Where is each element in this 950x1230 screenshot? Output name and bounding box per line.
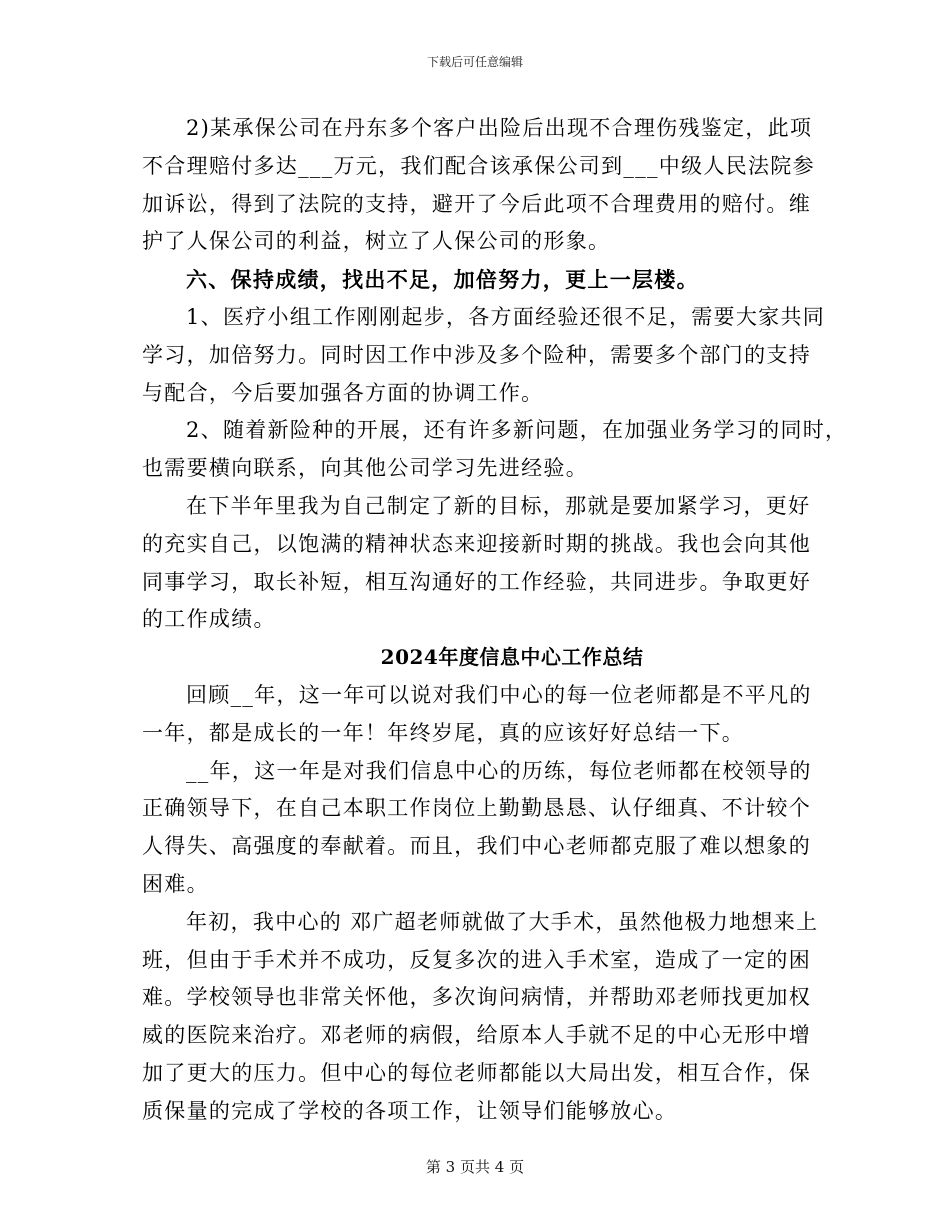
text-line: 与配合，今后要加强各方面的协调工作。 (142, 380, 544, 405)
text-line: 护了人保公司的利益，树立了人保公司的形象。 (142, 229, 611, 254)
text-line: 年初，我中心的 邓广超老师就做了大手术，虽然他极力地想来上 (186, 909, 819, 934)
paragraph-second-half-goals (142, 488, 822, 639)
paragraph-insurance-appraisal (142, 110, 822, 261)
text-line: 也需要横向联系，向其他公司学习先进经验。 (142, 456, 588, 481)
text-line: 加诉讼，得到了法院的支持，避开了今后此项不合理费用的赔付。维 (142, 191, 811, 216)
text-line: 质保量的完成了学校的各项工作，让领导们能够放心。 (142, 1098, 678, 1123)
text-line: 难。学校领导也非常关怀他，多次询问病情，并帮助邓老师找更加权 (142, 985, 811, 1010)
text-line: 不合理赔付多达___万元，我们配合该承保公司到___中级人民法院参 (142, 153, 815, 178)
document-body (142, 110, 848, 1131)
paragraph-training (142, 753, 822, 904)
text-line: 2、随着新险种的开展，还有许多新问题，在加强业务学习的同时， (186, 418, 848, 443)
page-footer: 第 3 页共 4 页 (425, 1158, 525, 1176)
text-line: 正确领导下，在自己本职工作岗位上勤勤恳恳、认仔细真、不计较个 (142, 796, 811, 821)
text-line: 加了更大的压力。但中心的每位老师都能以大局出发，相互合作，保 (142, 1060, 811, 1085)
paragraph-item-2 (142, 412, 848, 488)
text-line: 威的医院来治疗。邓老师的病假，给原本人手就不足的中心无形中增 (142, 1023, 811, 1048)
document-title (142, 639, 822, 677)
page-title: 2024年度信息中心工作总结 (380, 645, 644, 670)
text-line: 2)某承保公司在丹东多个客户出险后出现不合理伤残鉴定，此项 (186, 116, 813, 140)
text-line: 的充实自己，以饱满的精神状态来迎接新时期的挑战。我也会向其他 (142, 531, 811, 556)
text-line: 班，但由于手术并不成功，反复多次的进入手术室，造成了一定的困 (142, 947, 811, 972)
paragraph-review (142, 677, 822, 753)
text-line: 学习，加倍努力。同时因工作中涉及多个险种，需要多个部门的支持 (142, 342, 811, 367)
page-header: 下载后可任意编辑 (426, 55, 523, 69)
text-line: 一年，都是成长的一年！年终岁尾，真的应该好好总结一下。 (142, 720, 745, 745)
section-heading: 六、保持成绩，找出不足，加倍努力，更上一层楼。 (186, 267, 699, 293)
text-line: 同事学习，取长补短，相互沟通好的工作经验，共同进步。争取更好 (142, 569, 811, 594)
paragraph-early-year (142, 904, 822, 1131)
text-line: 1、医疗小组工作刚刚起步，各方面经验还很不足，需要大家共同 (186, 304, 826, 329)
text-line: 困难。 (142, 871, 209, 896)
text-line: 在下半年里我为自己制定了新的目标，那就是要加紧学习，更好 (186, 493, 811, 518)
text-line: 人得失、高强度的奉献着。而且，我们中心老师都克服了难以想象的 (142, 834, 811, 859)
text-line: 回顾__年，这一年可以说对我们中心的每一位老师都是不平凡的 (186, 682, 812, 707)
section-heading-six (142, 261, 822, 299)
paragraph-item-1 (142, 299, 826, 412)
text-line: 的工作成绩。 (142, 607, 276, 632)
text-line: __年，这一年是对我们信息中心的历练，每位老师都在校领导的 (186, 758, 812, 783)
